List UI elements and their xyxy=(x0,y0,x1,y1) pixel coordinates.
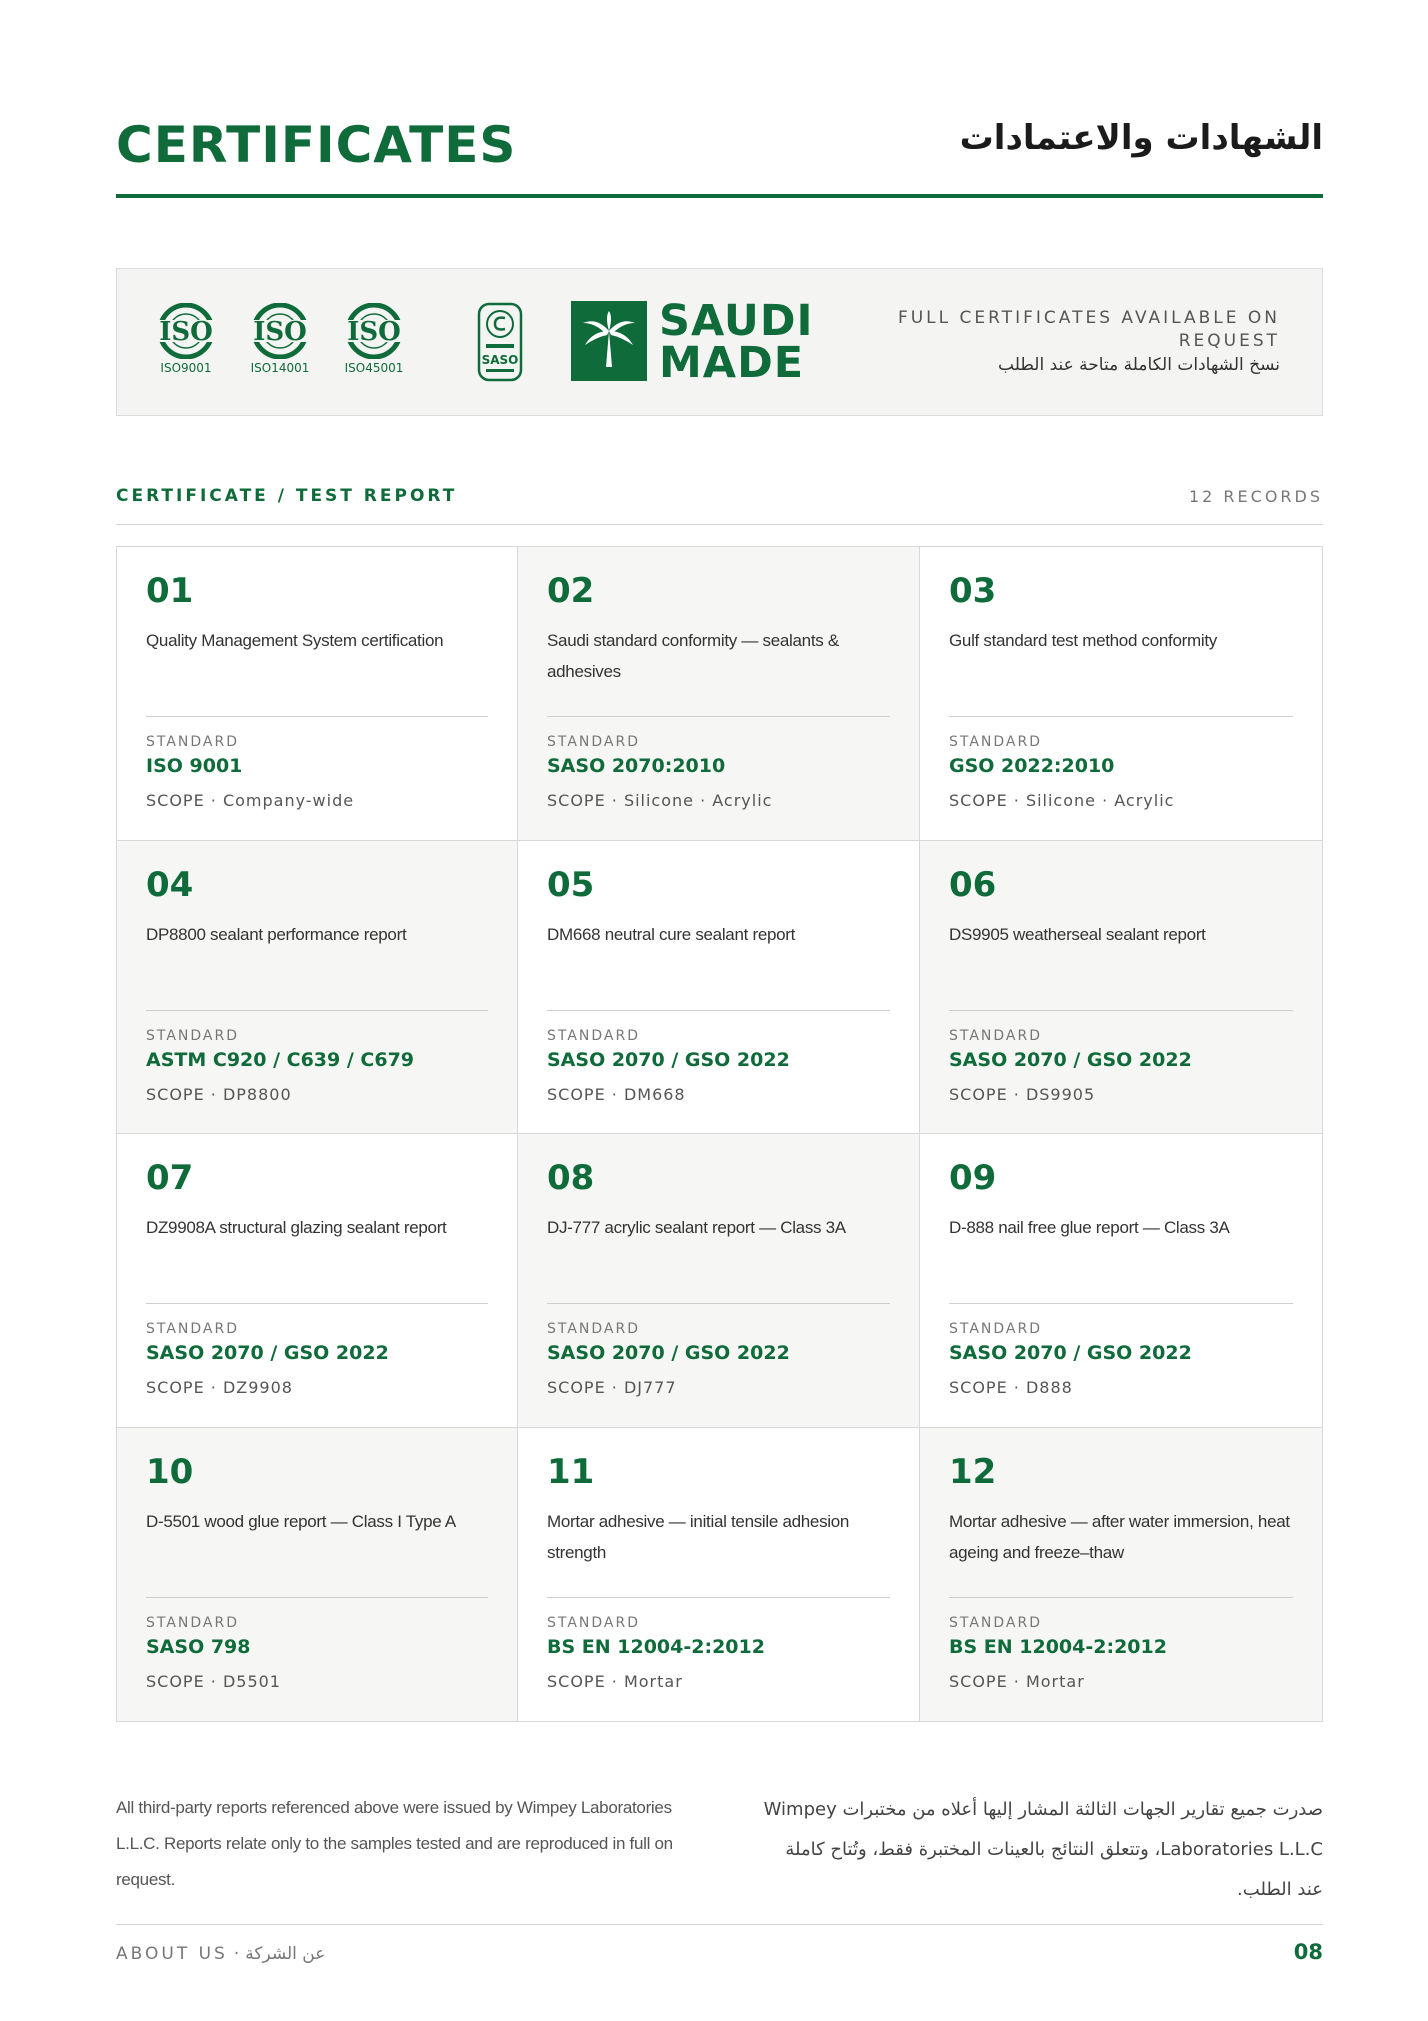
saso-quality-mark-logo xyxy=(477,302,523,387)
card-divider xyxy=(949,1597,1293,1598)
standard-value: SASO 2070 / GSO 2022 xyxy=(949,1048,1192,1071)
certificate-number: 04 xyxy=(146,864,194,905)
scope-value: SCOPE · DZ9908 xyxy=(146,1378,293,1397)
page-header xyxy=(116,112,1323,202)
footnote-english: All third-party reports referenced above were issued by Wimpey Laboratories L.L.C. Reports relate only to the samples tested and are reproduced in full on request. xyxy=(116,1798,673,1889)
palm-tree-icon-tile xyxy=(571,301,647,381)
standard-value: SASO 798 xyxy=(146,1635,251,1658)
certification-logos-banner xyxy=(116,268,1323,416)
certificate-number: 07 xyxy=(146,1158,194,1198)
certificate-description: D-5501 wood glue report — Class I Type A xyxy=(146,1511,456,1531)
card-divider xyxy=(547,1597,890,1598)
scope-value: SCOPE · DM668 xyxy=(547,1084,686,1104)
standard-value: SASO 2070 / GSO 2022 xyxy=(146,1342,389,1364)
availability-note-en: FULL CERTIFICATES AVAILABLE ON REQUEST xyxy=(897,308,1280,351)
certificate-description: DZ9908A structural glazing sealant report xyxy=(146,1218,447,1237)
certificate-number: 01 xyxy=(146,571,194,611)
standard-label: STANDARD xyxy=(547,734,641,750)
certificate-description: DP8800 sealant performance report xyxy=(146,924,407,944)
availability-note xyxy=(850,307,1280,375)
certificate-card xyxy=(117,1428,518,1722)
scope-value: SCOPE · Silicone · Acrylic xyxy=(547,791,773,810)
footer-section-label: ABOUT US · عن الشركة xyxy=(116,1944,326,1964)
scope-value: SCOPE · D888 xyxy=(949,1378,1073,1397)
standard-label: STANDARD xyxy=(547,1027,641,1044)
scope-value: SCOPE · DJ777 xyxy=(547,1378,677,1397)
certificate-number: 03 xyxy=(949,571,997,611)
iso-45001-logo xyxy=(333,303,415,375)
iso-mark-text: ISO xyxy=(347,317,401,347)
certificate-description: Gulf standard test method conformity xyxy=(949,631,1217,650)
saudi-made-line-2: MADE xyxy=(659,338,805,388)
certificate-card xyxy=(920,841,1322,1135)
standard-value: BS EN 12004-2:2012 xyxy=(547,1635,765,1658)
certificate-number: 08 xyxy=(547,1158,595,1198)
standard-value: SASO 2070 / GSO 2022 xyxy=(547,1342,790,1364)
section-title: CERTIFICATE / TEST REPORT xyxy=(116,486,458,506)
certificate-number: 06 xyxy=(949,864,997,905)
card-divider xyxy=(547,1303,890,1304)
standard-label: STANDARD xyxy=(146,734,240,750)
page-number: 08 xyxy=(1293,1940,1323,1964)
certificate-description: Mortar adhesive — initial tensile adhesion strength xyxy=(547,1511,850,1562)
footer-section-ar: عن الشركة xyxy=(245,1944,326,1964)
certificate-card xyxy=(920,1428,1322,1722)
page-title-arabic: الشهادات والاعتمادات xyxy=(959,118,1323,158)
footnote-arabic: صدرت جميع تقارير الجهات الثالثة المشار إليها أعلاه من مختبرات Wimpey Laboratories L.L.C، وتتعلق النتائج بالعينات المختبرة فقط، وتُتاح كاملة عند الطلب. xyxy=(763,1799,1323,1900)
card-divider xyxy=(949,1010,1293,1011)
availability-note-ar: نسخ الشهادات الكاملة متاحة عند الطلب xyxy=(998,355,1280,375)
standard-label: STANDARD xyxy=(547,1614,641,1631)
standard-value: BS EN 12004-2:2012 xyxy=(949,1635,1167,1658)
certificate-description: D-888 nail free glue report — Class 3A xyxy=(949,1218,1230,1237)
palm-tree-icon xyxy=(579,309,639,373)
footer-rule xyxy=(116,1924,1323,1925)
iso-14001-logo xyxy=(239,303,321,375)
footer-section-en: ABOUT US xyxy=(116,1944,228,1964)
iso-globe-icon xyxy=(339,303,409,359)
standard-label: STANDARD xyxy=(949,1614,1043,1631)
iso-9001-logo xyxy=(145,303,227,375)
certificate-number: 09 xyxy=(949,1158,997,1198)
certificate-card xyxy=(920,547,1322,841)
standard-label: STANDARD xyxy=(146,1321,240,1337)
certificate-card xyxy=(518,547,920,841)
certificate-card xyxy=(518,1134,920,1428)
iso-globe-icon xyxy=(245,303,315,359)
standard-label: STANDARD xyxy=(146,1027,240,1044)
certificate-card xyxy=(518,841,920,1135)
card-divider xyxy=(146,1010,488,1011)
standard-value: GSO 2022:2010 xyxy=(949,755,1115,777)
iso-mark-text: ISO xyxy=(159,317,213,347)
scope-value: SCOPE · DS9905 xyxy=(949,1084,1096,1104)
iso-globe-icon xyxy=(151,303,221,359)
records-count: 12 RECORDS xyxy=(1188,487,1323,506)
certificate-number: 10 xyxy=(146,1451,194,1492)
scope-value: SCOPE · Company-wide xyxy=(146,791,355,810)
certificate-number: 02 xyxy=(547,571,595,611)
certificate-card xyxy=(117,841,518,1135)
certificate-description: DJ-777 acrylic sealant report — Class 3A xyxy=(547,1218,846,1237)
certificate-description: DM668 neutral cure sealant report xyxy=(547,924,796,944)
card-divider xyxy=(949,716,1293,717)
scope-value: SCOPE · Mortar xyxy=(547,1671,683,1691)
card-divider xyxy=(146,1597,488,1598)
saudi-made-line-1: SAUDI xyxy=(659,296,814,346)
certificate-description: Saudi standard conformity — sealants & adhesives xyxy=(547,631,839,681)
iso-label: ISO14001 xyxy=(250,361,310,375)
saso-mark-text: SASO xyxy=(481,353,519,367)
card-divider xyxy=(146,716,488,717)
scope-value: SCOPE · Silicone · Acrylic xyxy=(949,791,1175,810)
certificates-grid xyxy=(116,546,1323,1722)
certificate-card xyxy=(518,1428,920,1722)
standard-value: ISO 9001 xyxy=(146,755,243,777)
standard-label: STANDARD xyxy=(547,1321,641,1337)
card-divider xyxy=(146,1303,488,1304)
scope-value: SCOPE · Mortar xyxy=(949,1671,1085,1691)
certificate-number: 05 xyxy=(547,864,595,905)
scope-value: SCOPE · DP8800 xyxy=(146,1084,292,1104)
header-rule xyxy=(116,194,1323,198)
iso-label: ISO45001 xyxy=(344,361,404,375)
certificate-number: 11 xyxy=(547,1451,595,1492)
certificate-card xyxy=(117,1134,518,1428)
standard-value: SASO 2070 / GSO 2022 xyxy=(949,1342,1192,1364)
card-divider xyxy=(547,1010,890,1011)
saso-badge-icon xyxy=(477,302,523,382)
certificate-number: 12 xyxy=(949,1451,997,1492)
certificate-description: Mortar adhesive — after water immersion, heat ageing and freeze–thaw xyxy=(949,1511,1290,1562)
standard-value: ASTM C920 / C639 / C679 xyxy=(146,1048,415,1071)
standard-label: STANDARD xyxy=(949,1027,1043,1044)
certificate-description: Quality Management System certification xyxy=(146,631,444,650)
certificate-card xyxy=(920,1134,1322,1428)
standard-label: STANDARD xyxy=(949,1321,1043,1337)
section-header xyxy=(116,484,1323,525)
card-divider xyxy=(949,1303,1293,1304)
page-title: CERTIFICATES xyxy=(116,116,517,174)
certificate-description: DS9905 weatherseal sealant report xyxy=(949,924,1206,944)
certificate-card xyxy=(117,547,518,841)
scope-value: SCOPE · D5501 xyxy=(146,1671,281,1691)
standard-label: STANDARD xyxy=(146,1614,240,1631)
standard-label: STANDARD xyxy=(949,734,1043,750)
standard-value: SASO 2070 / GSO 2022 xyxy=(547,1048,790,1071)
iso-mark-text: ISO xyxy=(253,317,307,347)
card-divider xyxy=(547,716,890,717)
iso-label: ISO9001 xyxy=(160,361,212,375)
standard-value: SASO 2070:2010 xyxy=(547,755,726,777)
